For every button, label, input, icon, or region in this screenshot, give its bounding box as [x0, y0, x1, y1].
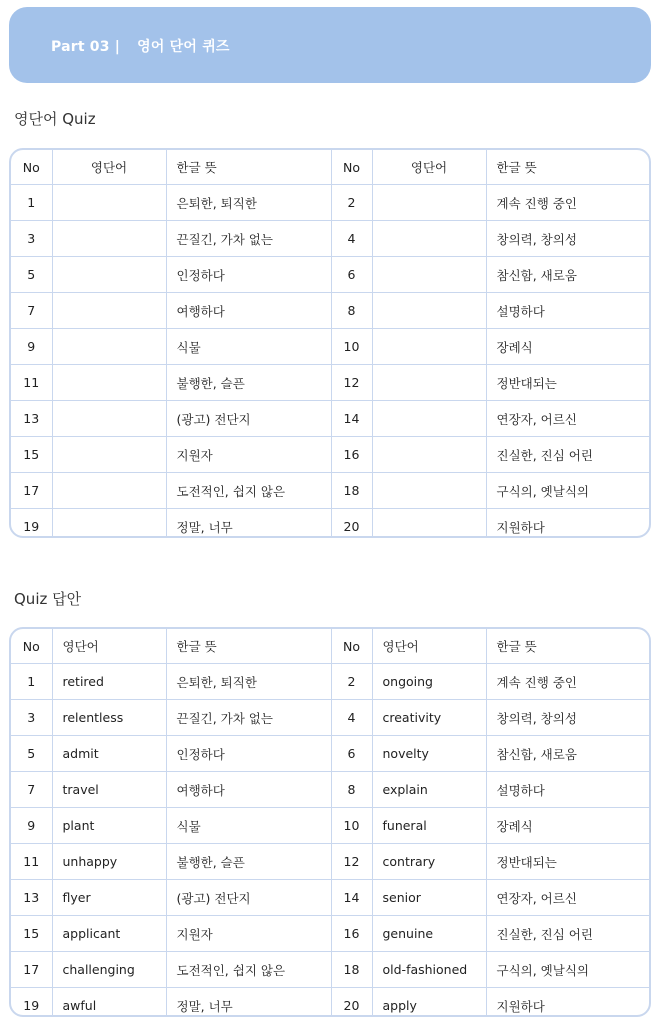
table-row [11, 916, 649, 952]
row-word-right: funeral [372, 808, 486, 844]
header-title [51, 36, 230, 56]
table-row [11, 808, 649, 844]
row-no-left: 1 [11, 664, 52, 700]
row-no-left: 9 [11, 808, 52, 844]
row-word-left [52, 329, 166, 365]
quiz-col-word-2: 영단어 [372, 150, 486, 185]
answers-col-word: 영단어 [52, 629, 166, 664]
row-word-right [372, 185, 486, 221]
row-meaning-left: (광고) 전단지 [166, 401, 331, 437]
row-meaning-left: 도전적인, 쉽지 않은 [166, 952, 331, 988]
row-meaning-right: 설명하다 [486, 772, 649, 808]
row-meaning-left: 정말, 너무 [166, 509, 331, 539]
row-no-left: 11 [11, 365, 52, 401]
row-word-right [372, 257, 486, 293]
table-row [11, 329, 649, 365]
row-no-left: 9 [11, 329, 52, 365]
row-no-left: 7 [11, 772, 52, 808]
row-word-right: contrary [372, 844, 486, 880]
row-meaning-left: 식물 [166, 808, 331, 844]
row-meaning-right: 참신함, 새로움 [486, 736, 649, 772]
row-word-left [52, 401, 166, 437]
table-row [11, 736, 649, 772]
answers-col-no-2: No [331, 629, 372, 664]
row-word-right [372, 401, 486, 437]
table-row [11, 293, 649, 329]
table-row [11, 844, 649, 880]
table-row [11, 772, 649, 808]
row-word-right: novelty [372, 736, 486, 772]
row-word-left: plant [52, 808, 166, 844]
row-word-left: challenging [52, 952, 166, 988]
table-row [11, 988, 649, 1018]
row-meaning-right: 진실한, 진심 어린 [486, 437, 649, 473]
row-meaning-right: 장례식 [486, 329, 649, 365]
row-meaning-right: 계속 진행 중인 [486, 664, 649, 700]
row-meaning-right: 지원하다 [496, 519, 545, 535]
row-word-right: ongoing [372, 664, 486, 700]
answers-col-no: No [11, 629, 52, 664]
row-word-right [372, 437, 486, 473]
row-no-right: 10 [331, 808, 372, 844]
row-word-right: genuine [372, 916, 486, 952]
row-no-left: 11 [11, 844, 52, 880]
quiz-col-no: No [11, 150, 52, 185]
row-no-right: 4 [331, 221, 372, 257]
row-meaning-right: 정반대되는 [486, 365, 649, 401]
table-row [11, 257, 649, 293]
table-row [11, 437, 649, 473]
row-word-right: old-fashioned [372, 952, 486, 988]
table-row [11, 664, 649, 700]
row-meaning-left: 지원자 [166, 916, 331, 952]
row-word-left [52, 509, 166, 539]
row-meaning-right: 계속 진행 중인 [486, 185, 649, 221]
row-meaning-left: 식물 [166, 329, 331, 365]
row-meaning-left: 인정하다 [166, 736, 331, 772]
row-no-left: 5 [11, 736, 52, 772]
answers-col-meaning-2: 한글 뜻 [486, 629, 649, 664]
quiz-header-row [11, 150, 649, 185]
row-no-right: 14 [331, 401, 372, 437]
row-no-right: 14 [331, 880, 372, 916]
row-word-left [52, 365, 166, 401]
table-row [11, 952, 649, 988]
row-meaning-left: 여행하다 [166, 293, 331, 329]
row-no-right: 12 [331, 365, 372, 401]
row-no-right: 16 [331, 916, 372, 952]
row-meaning-left: 은퇴한, 퇴직한 [166, 185, 331, 221]
row-word-left [52, 437, 166, 473]
quiz-section-title: 영단어 Quiz [14, 110, 96, 128]
row-no-left: 1 [11, 185, 52, 221]
row-no-right: 4 [331, 700, 372, 736]
row-meaning-right: 진실한, 진심 어린 [486, 916, 649, 952]
quiz-col-meaning-2: 한글 뜻 [486, 150, 649, 185]
row-no-left: 19 [11, 988, 52, 1018]
table-row [11, 221, 649, 257]
row-no-right: 2 [331, 664, 372, 700]
row-word-right: apply [372, 988, 486, 1018]
row-word-left [52, 257, 166, 293]
row-word-left: flyer [52, 880, 166, 916]
row-meaning-left: 불행한, 슬픈 [166, 844, 331, 880]
row-no-left: 15 [11, 916, 52, 952]
row-word-right [372, 293, 486, 329]
quiz-table [9, 148, 651, 538]
row-word-left: unhappy [52, 844, 166, 880]
row-no-right: 8 [331, 293, 372, 329]
row-meaning-left: 끈질긴, 가차 없는 [166, 221, 331, 257]
row-no-left: 15 [11, 437, 52, 473]
row-no-left: 3 [11, 700, 52, 736]
row-word-left [52, 185, 166, 221]
row-meaning-left: 인정하다 [166, 257, 331, 293]
header-part: Part 03 | [51, 39, 121, 55]
row-meaning-right: 참신함, 새로움 [486, 257, 649, 293]
answers-table [9, 627, 651, 1017]
row-word-right: explain [372, 772, 486, 808]
row-no-right: 16 [331, 437, 372, 473]
row-word-right: creativity [372, 700, 486, 736]
table-row [11, 401, 649, 437]
row-meaning-left: 지원자 [166, 437, 331, 473]
row-meaning-right: 설명하다 [486, 293, 649, 329]
row-meaning-left: 여행하다 [166, 772, 331, 808]
row-meaning-right: 구식의, 옛날식의 [486, 952, 649, 988]
row-word-left: relentless [52, 700, 166, 736]
row-no-right: 12 [331, 844, 372, 880]
answers-col-meaning: 한글 뜻 [166, 629, 331, 664]
row-word-right [372, 509, 486, 539]
row-no-right: 20 [331, 988, 372, 1018]
row-word-right: senior [372, 880, 486, 916]
row-meaning-right: 장례식 [486, 808, 649, 844]
quiz-col-no-2: No [331, 150, 372, 185]
row-no-left: 17 [11, 473, 52, 509]
row-meaning-left: 도전적인, 쉽지 않은 [166, 473, 331, 509]
row-word-right [372, 365, 486, 401]
row-meaning-left: 불행한, 슬픈 [166, 365, 331, 401]
table-row [11, 880, 649, 916]
row-no-right: 2 [331, 185, 372, 221]
row-no-right: 6 [331, 736, 372, 772]
row-no-right: 10 [331, 329, 372, 365]
row-no-left: 3 [11, 221, 52, 257]
row-meaning-right: 지원하다 [496, 998, 545, 1014]
row-meaning-right: 창의력, 창의성 [486, 221, 649, 257]
row-no-left: 13 [11, 401, 52, 437]
row-word-left: awful [52, 988, 166, 1018]
answers-section-title: Quiz 답안 [14, 590, 82, 608]
row-word-left: retired [52, 664, 166, 700]
table-row [11, 473, 649, 509]
row-word-left: admit [52, 736, 166, 772]
row-no-right: 20 [331, 509, 372, 539]
header-banner [9, 7, 651, 83]
row-word-left [52, 293, 166, 329]
quiz-col-word: 영단어 [52, 150, 166, 185]
table-row [11, 700, 649, 736]
answers-header-row [11, 629, 649, 664]
row-no-left: 7 [11, 293, 52, 329]
header-title-text: 영어 단어 퀴즈 [137, 39, 230, 55]
row-no-left: 5 [11, 257, 52, 293]
row-meaning-right: 창의력, 창의성 [486, 700, 649, 736]
table-row [11, 365, 649, 401]
row-word-left: travel [52, 772, 166, 808]
row-word-right [372, 221, 486, 257]
row-meaning-left: 정말, 너무 [166, 988, 331, 1018]
row-word-left [52, 221, 166, 257]
row-word-left: applicant [52, 916, 166, 952]
row-meaning-right: 정반대되는 [486, 844, 649, 880]
row-word-left [52, 473, 166, 509]
row-no-right: 6 [331, 257, 372, 293]
row-no-right: 18 [331, 952, 372, 988]
row-no-left: 13 [11, 880, 52, 916]
row-meaning-right: 구식의, 옛날식의 [486, 473, 649, 509]
table-row [11, 509, 649, 539]
row-meaning-left: 끈질긴, 가차 없는 [166, 700, 331, 736]
quiz-col-meaning: 한글 뜻 [166, 150, 331, 185]
row-meaning-left: 은퇴한, 퇴직한 [166, 664, 331, 700]
row-no-left: 17 [11, 952, 52, 988]
row-word-right [372, 473, 486, 509]
row-meaning-right: 연장자, 어르신 [486, 880, 649, 916]
row-no-left: 19 [11, 509, 52, 539]
table-row [11, 185, 649, 221]
answers-col-word-2: 영단어 [372, 629, 486, 664]
row-meaning-left: (광고) 전단지 [166, 880, 331, 916]
row-word-right [372, 329, 486, 365]
row-no-right: 8 [331, 772, 372, 808]
row-no-right: 18 [331, 473, 372, 509]
row-meaning-right: 연장자, 어르신 [486, 401, 649, 437]
